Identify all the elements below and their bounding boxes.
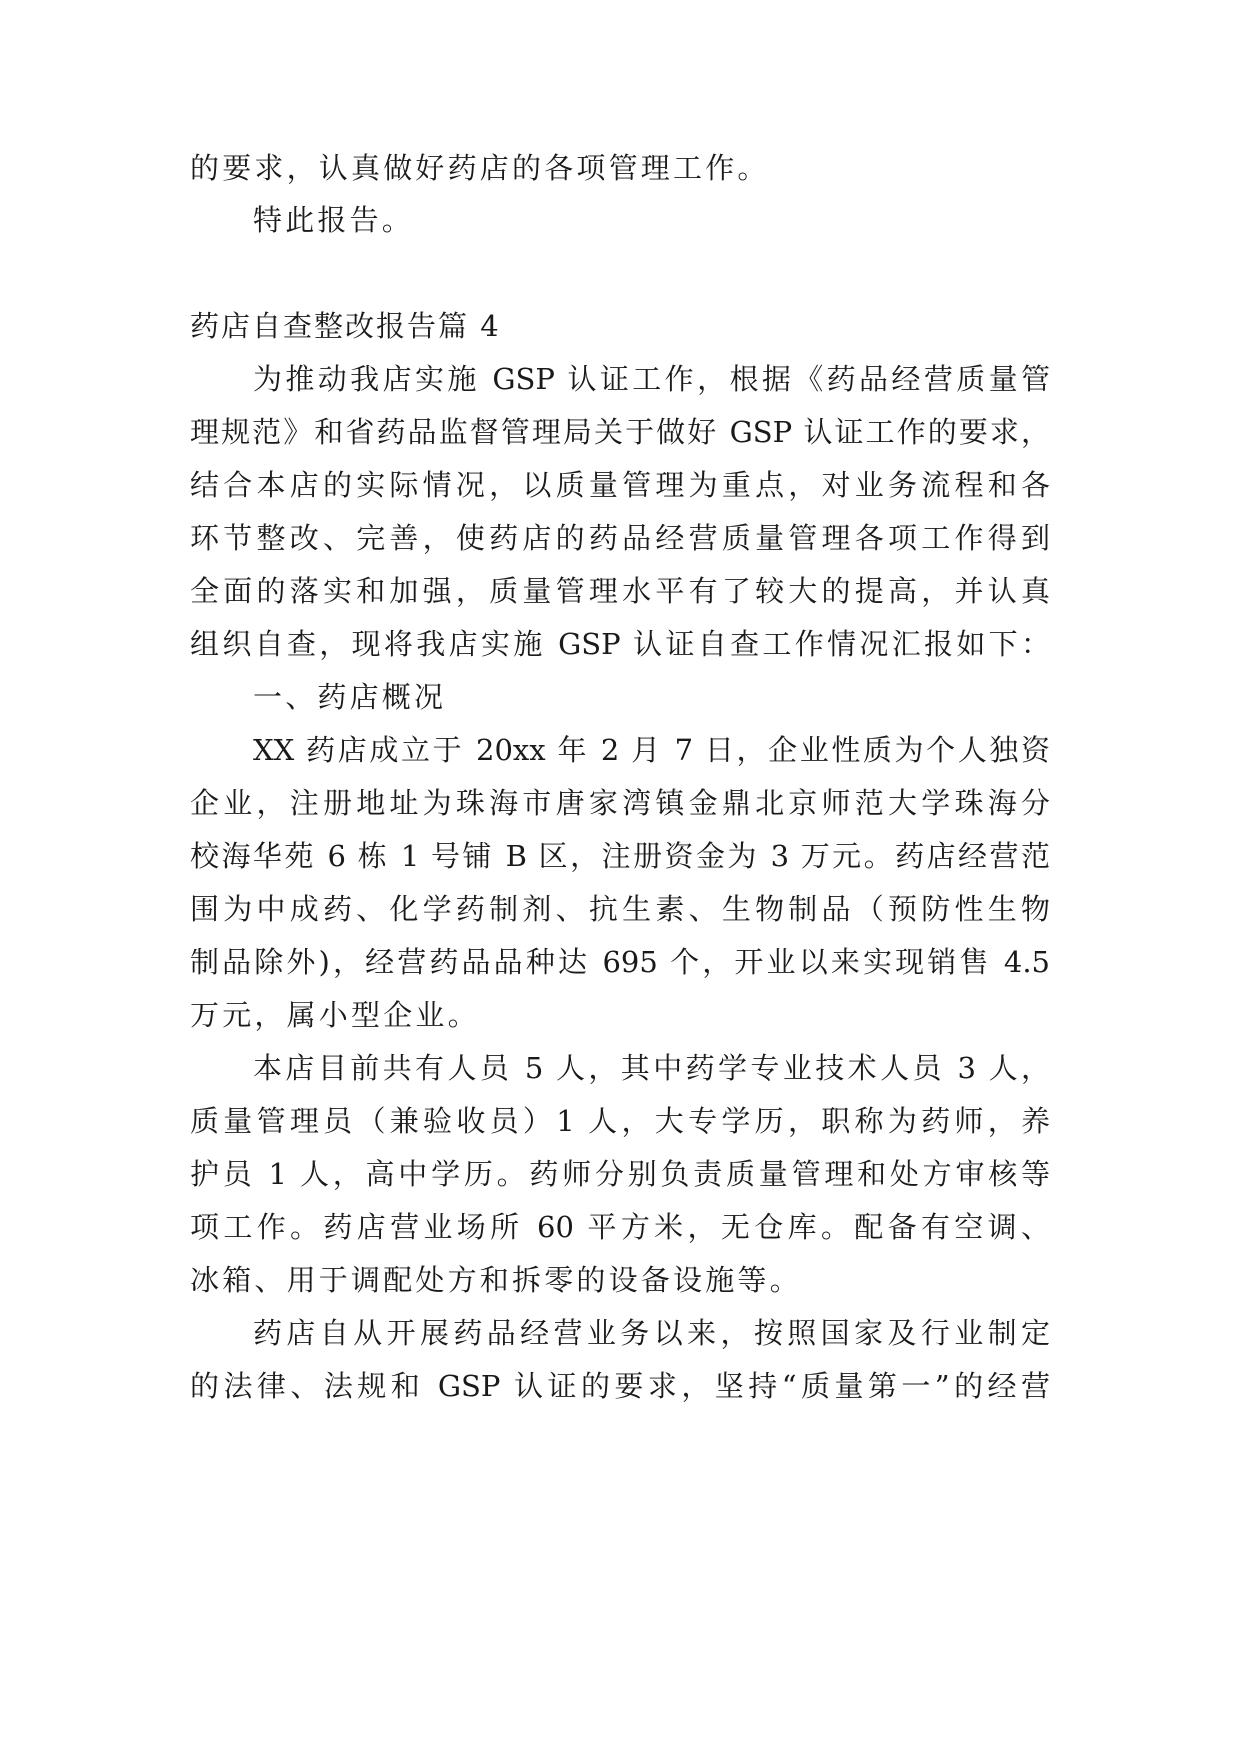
- text-line: 理规范》和省药品监督管理局关于做好 GSP 认证工作的要求，: [190, 415, 1050, 449]
- text-line: XX 药店成立于 20xx 年 2 月 7 日，企业性质为个人独资: [253, 733, 1050, 767]
- text-line: 企业，注册地址为珠海市唐家湾镇金鼎北京师范大学珠海分: [190, 786, 1050, 820]
- closing-statement: 特此报告。: [253, 203, 415, 237]
- text-line: 项工作。药店营业场所 60 平方米，无仓库。配备有空调、: [190, 1210, 1050, 1244]
- text-line: 全面的落实和加强，质量管理水平有了较大的提高，并认真: [190, 574, 1050, 608]
- text-line: 环节整改、完善，使药店的药品经营质量管理各项工作得到: [190, 521, 1050, 555]
- text-line: 本店目前共有人员 5 人，其中药学专业技术人员 3 人，: [253, 1051, 1050, 1085]
- text-line: 的法律、法规和 GSP 认证的要求，坚持“质量第一”的经营: [190, 1369, 1050, 1403]
- text-line: 护员 1 人，高中学历。药师分别负责质量管理和处方审核等: [190, 1157, 1050, 1191]
- text-line: 围为中成药、化学药制剂、抗生素、生物制品（预防性生物: [190, 892, 1050, 926]
- text-line: 药店自从开展药品经营业务以来，按照国家及行业制定: [253, 1316, 1050, 1350]
- text-line: 组织自查，现将我店实施 GSP 认证自查工作情况汇报如下：: [190, 627, 1050, 661]
- text-line: 的要求，认真做好药店的各项管理工作。: [190, 151, 770, 185]
- text-line: 校海华苑 6 栋 1 号铺 B 区，注册资金为 3 万元。药店经营范: [190, 839, 1050, 873]
- text-line: 万元，属小型企业。: [190, 998, 480, 1032]
- text-line: 质量管理员（兼验收员）1 人，大专学历，职称为药师，养: [190, 1104, 1050, 1138]
- text-line: 结合本店的实际情况，以质量管理为重点，对业务流程和各: [190, 468, 1050, 502]
- text-line: 冰箱、用于调配处方和拆零的设备设施等。: [190, 1263, 802, 1297]
- subsection-heading: 一、药店概况: [253, 680, 447, 714]
- section-heading: 药店自查整改报告篇 4: [190, 309, 501, 343]
- text-line: 为推动我店实施 GSP 认证工作，根据《药品经营质量管: [253, 362, 1050, 396]
- text-line: 制品除外)，经营药品品种达 695 个，开业以来实现销售 4.5: [190, 945, 1050, 979]
